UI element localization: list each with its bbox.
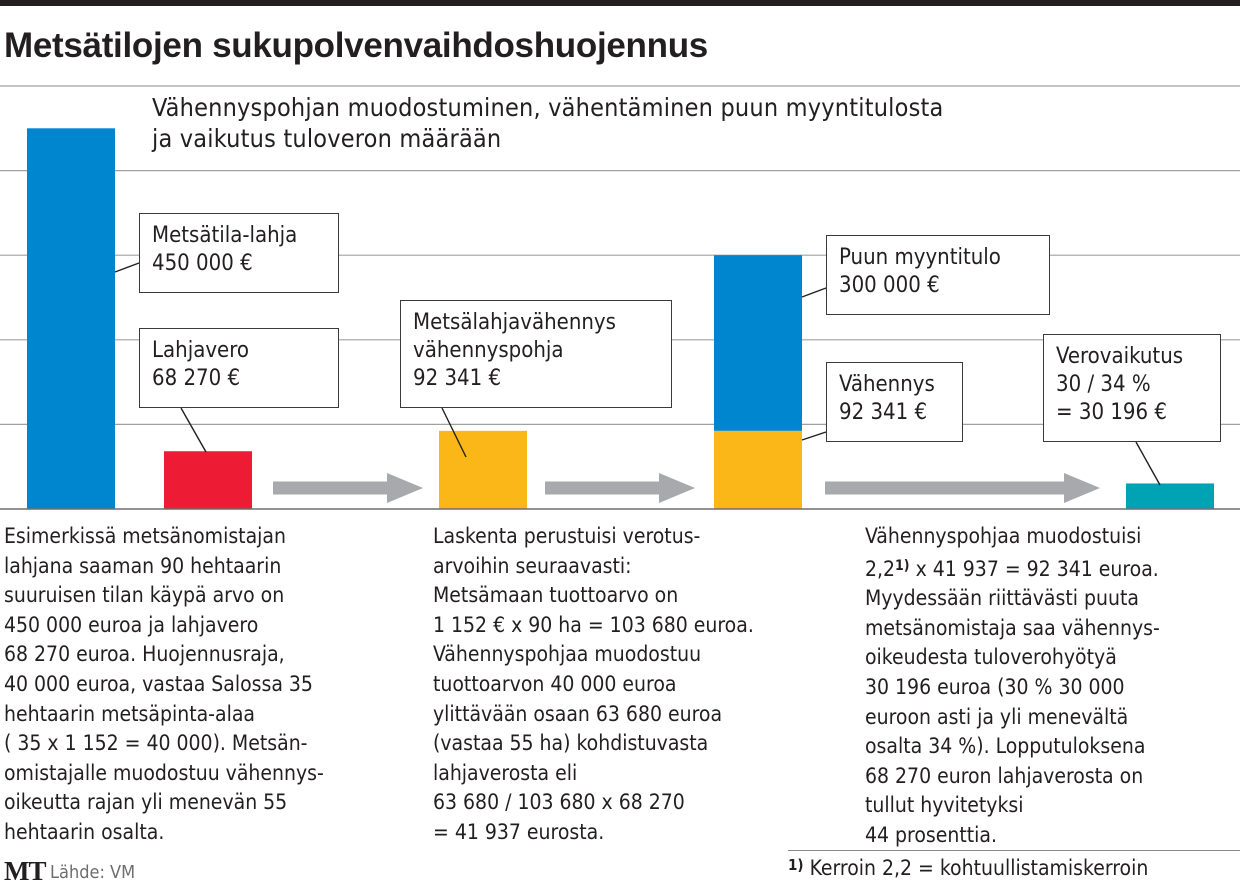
text-line: ylittävään osaan 63 680 euroa <box>433 701 723 726</box>
text-line: Myydessään riittävästi puuta <box>865 586 1139 611</box>
text-line: oikeudesta tuloverohyötyä <box>865 645 1117 670</box>
callout-label: Metsätila-lahja <box>152 223 298 248</box>
callout-verovaikutus <box>1043 334 1221 442</box>
callout-metsatila-lahja <box>139 213 339 293</box>
text-line: 1 152 € x 90 ha = 103 680 euroa. <box>433 612 754 637</box>
callout-label: Puun myyntitulo <box>839 245 1001 270</box>
bar-verovaikutus <box>1126 483 1214 509</box>
source-credit: Lähde: VM <box>50 862 136 883</box>
callout-lahjavero <box>139 328 339 408</box>
text-line: omistajalle muodostuu vähennys- <box>4 760 324 785</box>
explanation-column-2 <box>433 522 754 848</box>
bar-puun-myyntitulo <box>714 255 802 431</box>
callout-label: 30 / 34 % <box>1056 372 1151 397</box>
top-rule <box>0 0 1240 6</box>
chart-subtitle <box>152 92 950 154</box>
page-title: Metsätilojen sukupolvenvaihdoshuojennus <box>4 26 708 65</box>
text-line: lahjana saaman 90 hehtaarin <box>4 553 282 578</box>
footnote-ref: 1) <box>895 557 910 574</box>
text-line: osalta 34 %). Lopputuloksena <box>865 734 1146 759</box>
footnote-divider <box>788 850 1240 851</box>
chart-subtitle-line: Vähennyspohjan muodostuminen, vähentäminen puun myyntitulosta <box>152 93 944 122</box>
callout-value: 450 000 € <box>152 251 253 276</box>
chart-subtitle-line: ja vaikutus tuloveron määrään <box>152 124 502 153</box>
text-line: 30 196 euroa (30 % 30 000 <box>865 674 1125 699</box>
footnote-marker: 1) <box>788 856 804 874</box>
callout-vahennyspohja <box>400 300 672 408</box>
text-line: tuottoarvon 40 000 euroa <box>433 671 677 696</box>
text-line: suuruisen tilan käypä arvo on <box>4 583 285 608</box>
text-line: Metsämaan tuottoarvo on <box>433 583 679 608</box>
callout-label: Vähennys <box>839 372 935 397</box>
text-line: tullut hyvitetyksi <box>865 793 1024 818</box>
text-line: (vastaa 55 ha) kohdistuvasta <box>433 731 709 756</box>
footnote <box>788 856 1148 880</box>
callout-value: 92 341 € <box>413 366 502 391</box>
text-line: 450 000 euroa ja lahjavero <box>4 612 259 637</box>
callout-leader-line <box>802 432 826 440</box>
bar-metsatila-lahja <box>27 128 115 509</box>
bar-lahjavero <box>164 451 252 509</box>
bar-vahennys <box>714 431 802 509</box>
flow-arrow-icon <box>545 473 695 503</box>
text-line: 40 000 euroa, vastaa Salossa 35 <box>4 671 313 696</box>
mt-logo: MT <box>4 856 46 886</box>
text-line: Laskenta perustuisi verotus- <box>433 524 701 548</box>
text-line: lahjaverosta eli <box>433 760 578 785</box>
callout-value: 68 270 € <box>152 366 241 391</box>
callout-label: vähennyspohja <box>413 338 564 363</box>
text-line: = 41 937 eurosta. <box>433 819 605 844</box>
callout-value: = 30 196 € <box>1056 400 1167 425</box>
text-line: ( 35 x 1 152 = 40 000). Metsän- <box>4 731 308 756</box>
text-line: hehtaarin metsäpinta-alaa <box>4 701 255 726</box>
callout-value: 92 341 € <box>839 400 928 425</box>
text-fragment: x 41 937 = 92 341 euroa. <box>909 556 1159 581</box>
callout-leader-line <box>115 263 139 272</box>
callout-label: Metsälahjavähennys <box>413 310 616 335</box>
callout-leader-line <box>181 408 206 452</box>
text-line: euroon asti ja yli menevältä <box>865 704 1129 729</box>
text-line: Esimerkissä metsänomistajan <box>4 524 286 548</box>
callout-puun-myyntitulo <box>826 235 1050 315</box>
flow-arrow-icon <box>273 473 423 503</box>
callout-vahennys <box>826 362 963 442</box>
text-line: 44 prosenttia. <box>865 822 997 847</box>
callout-leader-line <box>1136 442 1160 485</box>
text-line: 63 680 / 103 680 x 68 270 <box>433 790 685 815</box>
text-line: Vähennyspohjaa muodostuu <box>433 642 702 667</box>
text-line: arvoihin seuraavasti: <box>433 553 632 578</box>
callout-value: 300 000 € <box>839 273 940 298</box>
flow-arrow-icon <box>825 473 1100 503</box>
explanation-column-1 <box>4 522 324 848</box>
text-line: metsänomistaja saa vähennys- <box>865 615 1160 640</box>
text-line: 68 270 euroa. Huojennusraja, <box>4 642 285 667</box>
text-line: hehtaarin osalta. <box>4 819 165 844</box>
text-fragment: 2,2 <box>865 556 896 581</box>
bar-vahennyspohja <box>439 431 527 509</box>
text-line: oikeutta rajan yli menevän 55 <box>4 790 288 815</box>
footnote-text: Kerroin 2,2 = kohtuullistamiskerroin <box>809 856 1149 880</box>
callout-label: Verovaikutus <box>1056 344 1184 369</box>
text-line: Vähennyspohjaa muodostuisi <box>865 524 1142 548</box>
callout-leader-line <box>802 288 826 297</box>
explanation-column-3 <box>865 522 1160 851</box>
text-line: 68 270 euron lahjaverosta on <box>865 763 1144 788</box>
callout-label: Lahjavero <box>152 338 249 363</box>
text-line <box>865 552 1160 585</box>
